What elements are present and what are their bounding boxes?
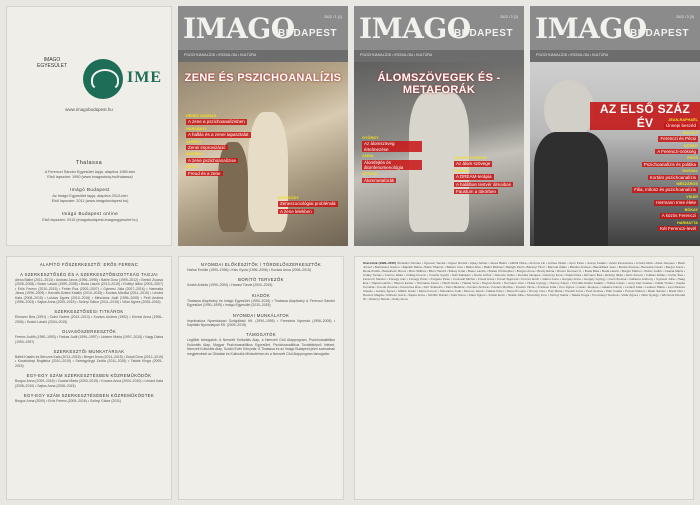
toc-author: ALBERT <box>186 139 202 144</box>
toc-author: BALÁZS <box>682 130 698 135</box>
section-body: Ferenc Judith (1990–1993) • Farkas Judit (1996–1997) • Léderer Mária (1997–2015) • Nagy Diána (1990–1997) <box>15 335 163 344</box>
cover-city: BUDAPEST <box>278 28 338 39</box>
toc-entry <box>362 154 422 172</box>
toc-title: Két Ferenczi-levél <box>659 225 696 231</box>
cover-issue: 2012 / 3 (3) <box>676 15 694 19</box>
section-heading: SZERKESZTŐSÉGI TITKÁROK <box>54 309 124 315</box>
toc-author: ERÖS <box>687 156 698 161</box>
toc-author: VIKÁR <box>686 194 698 199</box>
logo-caption: IMAGO EGYESÜLET <box>36 57 67 69</box>
toc-title: Az álomszöveg értelmezése <box>362 141 422 152</box>
section-body: Szabó András (1990–2000) • Havasi Tünde (2000–2015) <box>187 283 273 288</box>
cover-toc-right <box>278 196 344 216</box>
toc-title: Zeneszociológiai problémák <box>280 201 336 207</box>
ime-logo-icon <box>83 59 123 99</box>
cover-logo: IMAGO <box>183 12 295 45</box>
cover-issue: 2012 / 2 (2) <box>500 15 518 19</box>
toc-title: Freud és a zene <box>188 170 221 176</box>
section-body: Borgos Anna (2009) • Erős Ferenc (2009–2016) • Szőnyi Gábor (2011) <box>15 399 121 404</box>
toc-author: MORENO <box>186 152 204 157</box>
cover-strip <box>178 50 348 62</box>
magazine-cover[interactable] <box>178 6 348 246</box>
cover-toc <box>622 118 698 233</box>
strip-text: PSZICHOANALÍZIS • IRODALOM • KULTÚRA <box>360 53 433 57</box>
cover-logo: IMAGO <box>535 12 647 45</box>
magazine-cover[interactable] <box>530 6 700 246</box>
strip-text: PSZICHOANALÍZIS • IRODALOM • KULTÚRA <box>536 53 609 57</box>
toc-entry <box>454 169 520 182</box>
info-line: Első lapszám: 1990 (www.imagostudy.hu/thalassa) <box>47 175 133 179</box>
authors-list <box>355 257 693 301</box>
section-heading: EGY-EGY SZÁM SZERKESZTÉSÉBEN KÖZREMŰKÖDTEK <box>23 393 155 399</box>
cover-city: BUDAPEST <box>454 28 514 39</box>
credits-column-2 <box>178 256 344 500</box>
toc-entry <box>362 136 422 154</box>
section-heading: EGY-EGY SZÁM SZERKESZTÉSBEN KÖZREMŰKÖDŐK <box>26 373 152 379</box>
section-body: Harkai Emőke (1990–1996) • Kiss Gyula (1996–2006) • Kovács Anna (2006–2015) <box>187 268 311 272</box>
section-heading: OLVASÓSZERKESZTŐK <box>61 329 117 335</box>
toc-entry <box>186 165 266 178</box>
toc-author: JEAN-RAPHAËL <box>668 118 698 122</box>
toc-entry <box>454 156 520 169</box>
toc-entry <box>622 118 698 131</box>
toc-entry <box>186 114 266 127</box>
section-body: Borgos Anna (2009–2016) • Csabai Márta (2000–2015) • Kovács Anna (2004–2010) • Lénárd Kata (2008–2010) • Sajtos Anna (2008–2015) <box>15 379 163 388</box>
toc-title: Pszichoanalízis és politika <box>643 161 696 167</box>
section-body: Thalassa Alapítvány és Imágó Egyesület (1990–2015) • Thalassa Alapítvány & Ferenczi Sándor Egyesület (1990–1995) • Imágó Egyesület (2010–2015) <box>187 298 335 308</box>
toc-author: ZÉTÉNYI <box>362 172 379 177</box>
section-heading: NYOMDAI MUNKÁLATOK <box>232 312 290 318</box>
section-heading: SZERKESZTŐI MUNKATÁRSAK <box>53 349 125 355</box>
toc-author: JÁRAI <box>362 154 374 159</box>
toc-title: Hermann Imre élete <box>656 200 696 206</box>
toc-author: SZÓNYI <box>683 143 698 148</box>
toc-title: Álomfejtés és álomfenomenológia <box>362 160 422 171</box>
cover-strip <box>354 50 524 62</box>
toc-author: SALENT KATALIN <box>454 156 487 160</box>
toc-title: A közös Ferenczi <box>661 213 696 219</box>
info-line: Első lapszám: 2011 (www.imagobudapest.hu) <box>51 199 129 203</box>
authors-text: Ábrahám Nicolas • Ágoston Tamás • Aigner Rudolf • Ajkay Adrián • Alexa Bálint • Alföldi Klára • Ambrus Lili • Anzieu Didier • Apor Péter • Aranyi Katalin • Arató Zsuzsanna • Arnold Attila • Attali Jacques • Bach József • Bachelard Gaston • Bajzáth Mária • Bakó Tihamér • Balázs Imre • Bálint Alice • Bálint Michael • Balogh Zsolt • Baranyi Tibor • Barcsai Ádám • Bárdos Andrea • Baudrillard Jean • Benkő Zsuzsa • Benedek István • Berger Anna • Berta Zsófia • Bettelheim Bruno • Bion Wilfred • Blum Harold • Bókay Antal • Bokor László • Bollas Christopher • Borgos Anna • Bródy Edina • Brown Norman O. • Buda Béla • Buda László • Burger Márton • Butler Judith • Csabai Márta • Csáky Tamás • Cserne Ildikó • Csillag Ferenc • Csorba Győző • Dalí Salvador • Danto Arthur • Deleuze Gilles • Derrida Jacques • Dévényi Ilona • Dukai Dóra • Ehmann Bea • Erdélyi Ildikó • Erős Ferenc • Fábián Zoltán • Fehér Éva • Ferenczi Sándor • Fónagy Iván • Fónagy Péter • Forgács Péter • Foucault Michel • Freud Anna • Freud Sigmund • Fromm Erich • Gábor Anna • Gergely Anna • Gergely György • Gerő Zsuzsa • Giddens Anthony • Gyimesi Júlia • Haag Éva • Hajnal László • Hámori Eszter • Harmatta János • Hárdi István • Harkai Vera • Haynal André • Hermann Imre • Hidas György • Horney Karen • Horváth-Szabó Katalin • Hollós István • Jung Carl Gustav • Kállai Tünde • Kapás Kornélia • Kende Zsuzsa • Keresztes Éva • Kéri Szabolcs • Klein Melanie • Kovács Andrea • Kovács Mónika • Kovács Vilma • Kristeva Julia • Kun Ágnes • Lacan Jacques • Lakatos Károly • Lénárd Kata • Léderer Mária • Lévi-Strauss Claude • Lukács Ágnes • Máthé István • Mérei Ferenc • Mészáros Judit • Moreno Jacob • Nádas Péter • Németh Lajos • Ormay Imre • Pap Mária • Paneth Anna • Pető Andrea • Pléh Csaba • Puzsér Róbert • Rado Sándor • Rank Otto • Révész Magda • Róheim Géza • Sajtos Anna • Schiffer Dániel • Spitz René • Stark Ágnes • Szabó Ervin • Szalai Júlia • Szecsődy Imre • Szőnyi Gábor • Takáts Kinga • Tomcsányi Teodóra • Vikár Ágnes • Vikár György • Winnicott Donald W. • Zétényi Tamás • Zsély Anna <box>363 261 685 302</box>
toc-entry <box>622 208 698 221</box>
toc-entry <box>622 156 698 169</box>
toc-entry <box>622 221 698 234</box>
section-heading: KIADÓK <box>251 292 271 298</box>
cover-title: ÁLOMSZÖVEGEK ÉS -METAFORÁK <box>377 72 501 96</box>
section-heading: TÁMOGATÓK <box>245 332 277 338</box>
toc-title: Faustum a tükörben <box>456 189 497 195</box>
cover-title: ZENE ÉS PSZICHOANALÍZIS <box>184 72 342 84</box>
thalassa-heading: Thalassa <box>75 160 103 166</box>
toc-entry <box>622 144 698 157</box>
portrait-image <box>534 132 608 246</box>
info-heading: Imágó Budapest <box>70 187 110 192</box>
toc-title: Ünnepi beszéd <box>665 123 696 129</box>
toc-title: A zene a pszichoanalízisben <box>188 119 245 125</box>
toc-title: A zene lelekben <box>280 208 312 214</box>
section-body: Ehmann Bea (1991) • Dobó Noémi (2012–2013) • Kovács Andrea (1992) • Kövesi Anna (1996–2006) • Szabó László (2004–2015) <box>15 315 163 324</box>
toc-title: Filia, mítosz és pszichoanalízis <box>634 187 696 193</box>
toc-author: HARMATTA <box>677 220 698 225</box>
cover-toc <box>362 136 422 185</box>
toc-entry <box>362 172 422 185</box>
cover-toc-right <box>454 156 520 196</box>
cover-logo: IMAGO <box>359 12 471 45</box>
website-url[interactable]: www.imagobudapest.hu <box>65 107 113 112</box>
toc-author: SZECSŐDY <box>278 196 299 200</box>
section-body: Bálint Katalin és Bérczes Kata (2013–2015) • Berger Anna (2014–2015) • Dukai Dóra (2012–2015) • Kosztolányi Boglárka (2010–2015) • Szentgyörgyi Zsófia (2011–2015) • Takáts Kinga (2009–2015) <box>15 355 163 368</box>
info-heading: Imágó Budapest online <box>61 211 119 216</box>
toc-entry <box>454 189 520 196</box>
info-line: Első lapszám: 2015 (imagobudapest.imagoegyesulet.hu) <box>42 218 138 222</box>
cover-title: AZ ELSŐ SZÁZ ÉV <box>590 102 700 130</box>
toc-author: MÉSZÁROS <box>676 182 698 187</box>
info-panel <box>6 6 172 246</box>
toc-title: A halálban testvér álmaiban <box>456 181 512 187</box>
toc-author: ERÖS <box>186 165 197 170</box>
authors-column <box>354 256 694 500</box>
toc-entry <box>186 127 266 140</box>
toc-author: BÓKAY <box>684 207 698 212</box>
toc-title: Ferenczi és Pécsi <box>660 136 696 142</box>
toc-entry <box>622 169 698 182</box>
toc-entry <box>186 140 266 153</box>
section-heading: NYOMDAI ELŐKÉSZÍTŐK / TÖRDELŐSZERKESZTŐK <box>200 262 322 267</box>
toc-entry <box>622 182 698 195</box>
toc-title: Zenei improvizáció <box>188 145 226 151</box>
cover-toc <box>186 114 266 178</box>
section-body: Alexa Bálint (2011–2013) • Andrási János (1996–1998) • Bálint Dóra (1999–2012) • Benkő Zsuzsa (2005–2008) • Bokor László (1999–2008) • Buda László (2013–2015) • Erdélyi Ildikó (2003–2007) • Erős Ferenc (2010–2015) • Fehér Éva (2002–2007) • Gyimesi Júlia (2007–2016) • Harmatta János (1996–2009) • Horváth-Szabó Katalin (2010–2015) • Kovács Mónika (2011–2015) • Lénárd Kata (2008–2015) • Lukács Ágnes (2013–2016) • Mészáros Judit (1996–2005) • Pető Andrea (1996–2003) • Sajtos Anna (2005–2015) • Szőnyi Gábor (2011–2015) • Vikár Ágnes (2008–2016) <box>15 278 163 305</box>
toc-title: A hallás és a zenei tapasztalat <box>188 132 249 138</box>
toc-author: FARKAS <box>454 168 470 173</box>
toc-entry <box>278 209 344 216</box>
toc-title: A zene pszichoanalízise <box>188 157 237 163</box>
section-heading: A SZERKESZTŐSÉG ÉS A SZERKESZTŐBIZOTTSÁG TAGJAI <box>20 272 158 277</box>
toc-entry <box>622 131 698 144</box>
toc-entry <box>278 196 344 209</box>
logo-text: IME <box>127 69 162 86</box>
toc-author: HARSÁNYI <box>186 126 206 131</box>
toc-entry <box>622 195 698 208</box>
toc-title: A DREAM-terápia <box>456 174 492 180</box>
toc-entry <box>454 182 520 189</box>
portrait-image <box>544 80 594 140</box>
toc-entry <box>186 152 266 165</box>
credits-column-1 <box>6 256 172 500</box>
authors-heading: Szerzőink (1990–2015) <box>363 261 397 265</box>
toc-title: Az álom szövege <box>456 161 491 167</box>
toc-author: DÉNES ANDRÁS <box>186 114 217 118</box>
toc-title: Kortárs pszichoanalízis <box>649 174 696 180</box>
magazine-cover[interactable] <box>354 6 524 246</box>
cover-strip <box>530 50 700 62</box>
section-heading: BORÍTÓ TERVEZŐK <box>238 277 284 283</box>
section-body: Imprimatúra Nyomdaipari Szolgáltató Kft. (1990–1995) • Pannónia Nyomda (1996–2008) • Kapitális Nyomdaipari Kft. (2009–2015) <box>187 318 335 328</box>
section-body: Legfőbb támogatók: A Nemzeti Kulturális Alap, a Nemzeti Civil Alapprogram, Pszichoanalitikus Kulturális Alap, Magyar Pszichoanalitikus Egyesület, Pszichoanalitikus Továbbképző Intézet, Nemzeti Kulturális Alap, Szabó Ervin Könyvtár. A Thalassa és az Imágó Budapest jelen számainak megjelenését az Oktatási és Kulturális Minisztérium és a Nemzeti Civil Alapprogram támogatta. <box>187 338 335 356</box>
toc-author: GYÖRGY <box>362 136 379 140</box>
info-line: A Ferenczi Sándor Egyesület lapja, alapítva 1989-ben <box>44 170 136 174</box>
strip-text: PSZICHOANALÍZIS • IRODALOM • KULTÚRA <box>184 53 257 57</box>
info-line: Az Imágó Egyesület lapja, alapítva 2010-ben <box>52 194 128 198</box>
toc-title: A Ferenczi-örökség <box>657 149 696 155</box>
section-heading: ALAPÍTÓ FŐSZERKESZTŐ: ERŐS FERENC <box>39 262 139 267</box>
toc-title: Álommetaforák <box>364 177 395 183</box>
cover-issue: 2012 / 1 (1) <box>324 15 342 19</box>
cover-city: BUDAPEST <box>630 28 690 39</box>
toc-author: HAYNAL <box>682 169 698 174</box>
